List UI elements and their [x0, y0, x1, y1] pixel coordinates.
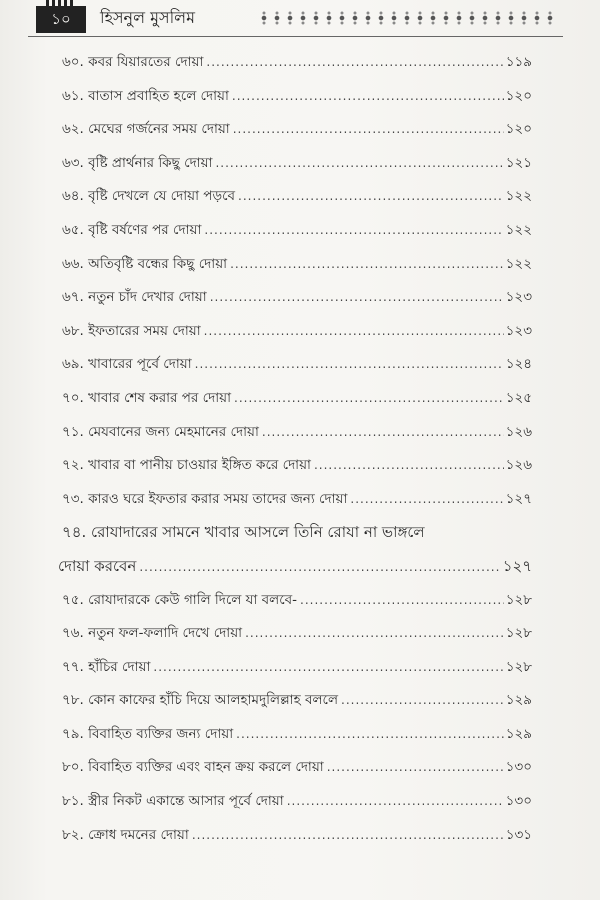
ornament-border-icon	[258, 10, 558, 26]
toc-entry-title: ৬৯. খাবারের পূর্বে দোয়া	[62, 356, 192, 373]
dot-leader	[232, 80, 504, 114]
toc-entry-73	[62, 483, 532, 517]
dot-leader	[230, 248, 504, 282]
page-number: ১০	[36, 6, 86, 33]
dot-leader	[245, 617, 504, 651]
toc-entry-title: ৭৫. রোযাদারকে কেউ গালি দিলে যা বলবে-	[62, 591, 298, 608]
dot-leader	[341, 684, 504, 718]
dot-leader	[192, 819, 504, 853]
toc-entry-66	[62, 248, 532, 282]
toc-entry-70	[62, 382, 532, 416]
toc-entry-67	[62, 281, 532, 315]
toc-entry-title: ৭৬. নতুন ফল-ফলাদি দেখে দোয়া	[62, 625, 243, 642]
dot-leader	[262, 416, 504, 450]
toc-entry-title: ৭২. খাবার বা পানীয় চাওয়ার ইঙ্গিত করে দোয়া	[62, 457, 311, 474]
toc-entry-title: ৮২. ক্রোধ দমনের দোয়া	[62, 826, 189, 843]
toc-entry-page: ১২০	[505, 87, 532, 104]
dot-leader	[300, 584, 504, 618]
dot-leader	[238, 180, 504, 214]
toc-entry-76	[62, 617, 532, 651]
toc-entry-title: ৬২. মেঘের গর্জনের সময় দোয়া	[62, 121, 230, 138]
toc-entry-page: ১২৯	[505, 692, 532, 709]
toc-entry-page: ১২৮	[505, 625, 532, 642]
toc-entry-page: ১২৬	[505, 423, 532, 440]
toc-entry-page: ১২২	[505, 188, 532, 205]
dot-leader	[287, 785, 504, 819]
toc-entry-65	[62, 214, 532, 248]
toc-entry-page: ১২১	[505, 154, 532, 171]
toc-entry-page: ১২৯	[505, 725, 532, 742]
toc-entry-title: ৮১. স্ত্রীর নিকট একান্তে আসার পূর্বে দোয়া	[62, 793, 284, 810]
toc-entry-title: ৬৫. বৃষ্টি বর্ষণের পর দোয়া	[62, 221, 202, 238]
toc-entry-page: ১২২	[505, 255, 532, 272]
toc-entry-title: ৬৮. ইফতারের সময় দোয়া	[62, 322, 201, 339]
dot-leader	[195, 348, 504, 382]
toc-entry-79	[62, 718, 532, 752]
toc-entry-title: ৬০. কবর যিয়ারতের দোয়া	[62, 54, 204, 70]
book-title: হিসনুল মুসলিম	[100, 8, 195, 27]
toc-entry-page: ১২৪	[505, 356, 532, 373]
dot-leader	[233, 113, 504, 147]
toc-entry-78	[62, 684, 532, 718]
toc-entry-page	[428, 523, 430, 541]
toc-entry-page: ১২৮	[505, 658, 532, 675]
toc-entry-74	[62, 516, 532, 550]
toc-entry-title: ৭৯. বিবাহিত ব্যক্তির জন্য দোয়া	[62, 725, 234, 742]
page-header	[28, 0, 568, 34]
dot-leader	[206, 46, 503, 80]
toc-entry-title: ৬৩. বৃষ্টি প্রার্থনার কিছু দোয়া	[62, 154, 213, 171]
dot-leader	[204, 315, 504, 349]
toc-entry-title: ৭১. মেযবানের জন্য মেহমানের দোয়া	[62, 423, 259, 440]
dot-leader	[234, 382, 504, 416]
toc-entry-60	[62, 46, 532, 80]
toc-entry-68	[62, 315, 532, 349]
dot-leader	[153, 651, 503, 685]
toc-entry-page: ১৩১	[505, 826, 532, 843]
toc-entry-page: ১২৭	[502, 556, 532, 575]
toc-entry-page: ১২৮	[505, 591, 532, 608]
dot-leader	[314, 449, 504, 483]
table-of-contents	[58, 46, 532, 852]
toc-entry-75	[62, 584, 532, 618]
dot-leader	[204, 214, 503, 248]
toc-entry-title: ৭০. খাবার শেষ করার পর দোয়া	[62, 389, 231, 406]
toc-entry-62	[62, 113, 532, 147]
toc-entry-63	[62, 147, 532, 181]
toc-entry-page: ১২৩	[505, 289, 532, 306]
dot-leader	[327, 751, 504, 785]
toc-entry-title: ৭৮. কোন কাফের হাঁচি দিয়ে আলহামদুলিল্লাহ বললে	[62, 692, 339, 709]
toc-entry-title: ৬৬. অতিবৃষ্টি বন্ধের কিছু দোয়া	[62, 255, 228, 272]
toc-entry-page: ১২৭	[505, 490, 532, 507]
toc-entry-title: ৬৭. নতুন চাঁদ দেখার দোয়া	[62, 289, 207, 306]
toc-entry-title: ৭৭. হাঁচির দোয়া	[62, 658, 151, 675]
toc-entry-title: ৭৩. কারও ঘরে ইফতার করার সময় তাদের জন্য দোয়া	[62, 490, 348, 507]
toc-entry-71	[62, 416, 532, 450]
toc-entry-page: ১২২	[505, 221, 532, 238]
toc-entry-81	[62, 785, 532, 819]
toc-entry-64	[62, 180, 532, 214]
dot-leader	[139, 551, 500, 585]
toc-entry-69	[62, 348, 532, 382]
toc-entry-74-continued	[58, 550, 532, 584]
toc-entry-page: ১২৩	[505, 322, 532, 339]
toc-entry-title: দোয়া করবেন	[58, 556, 137, 575]
toc-entry-page: ১৩০	[505, 759, 532, 776]
toc-entry-page: ১২০	[505, 121, 532, 138]
toc-entry-page: ১৩০	[505, 793, 532, 810]
toc-entry-title: ৭৪. রোযাদারের সামনে খাবার আসলে তিনি রোযা না ভাঙ্গলে	[62, 523, 425, 542]
toc-entry-77	[62, 651, 532, 685]
header-divider	[28, 36, 563, 37]
toc-entry-title: ৬১. বাতাস প্রবাহিত হলে দোয়া	[62, 87, 229, 104]
toc-entry-page: ১২৫	[505, 389, 532, 406]
toc-entry-page: ১১৯	[505, 54, 532, 70]
toc-entry-82	[62, 819, 532, 853]
toc-entry-61	[62, 80, 532, 114]
toc-entry-page: ১২৬	[505, 457, 532, 474]
toc-entry-72	[62, 449, 532, 483]
dot-leader	[210, 281, 504, 315]
dot-leader	[236, 718, 504, 752]
toc-entry-title: ৮০. বিবাহিত ব্যক্তির এবং বাহন ক্রয় করলে দোয়া	[62, 759, 324, 776]
dot-leader	[350, 483, 503, 517]
toc-entry-title: ৬৪. বৃষ্টি দেখলে যে দোয়া পড়বে	[62, 188, 236, 205]
dot-leader	[215, 147, 503, 181]
toc-entry-80	[62, 751, 532, 785]
